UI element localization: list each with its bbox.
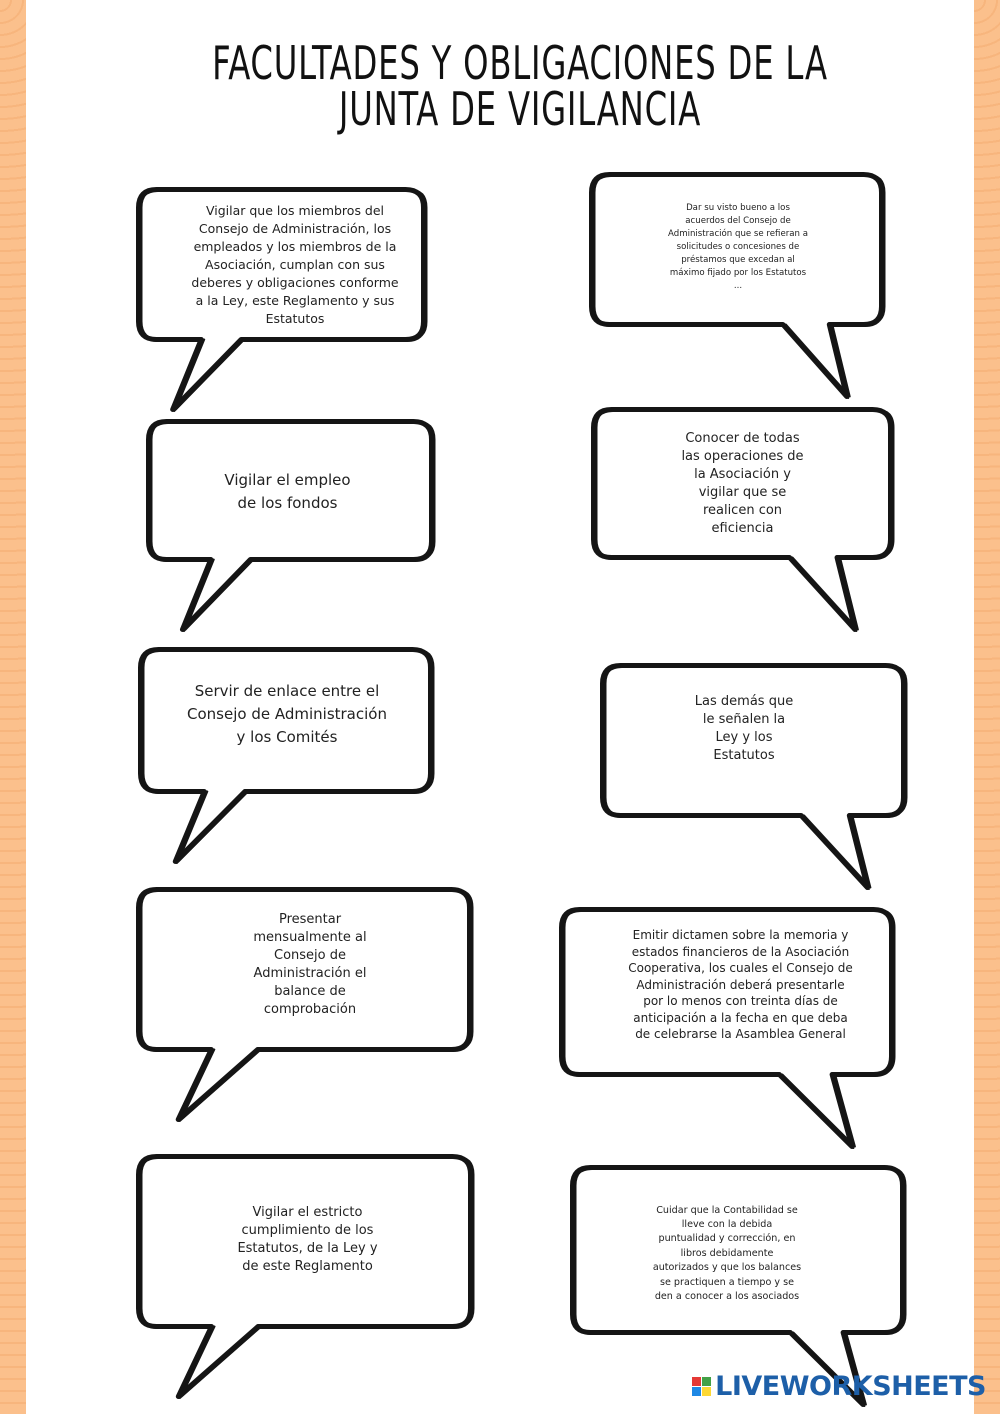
right-decorative-border bbox=[974, 0, 1000, 1414]
logo-block bbox=[702, 1377, 711, 1386]
liveworksheets-logo bbox=[692, 1371, 986, 1402]
left-decorative-border bbox=[0, 0, 26, 1414]
logo-wordmark: LIVEWORKSHEETS bbox=[715, 1371, 986, 1402]
bubble-text-1: Vigilar que los miembros del Consejo de Administración, los empleados y los miembros de la Asociación, cumplan con sus deberes y obligaciones conforme a la Ley, este Reglamento y sus Estatutos bbox=[191, 203, 399, 326]
bubble-text-4: Conocer de todas las operaciones de la Asociación y vigilar que se realicen con eficiencia bbox=[681, 431, 804, 536]
logo-block bbox=[692, 1387, 701, 1396]
bubble-text-5: Servir de enlace entre el Consejo de Administración y los Comités bbox=[187, 681, 387, 746]
page-title: FACULTADES Y OBLIGACIONES DE LA JUNTA DE VIGILANCIA bbox=[212, 36, 828, 136]
bubble-text-8: Emitir dictamen sobre la memoria y estados financieros de la Asociación Cooperativa, los cuales el Consejo de Administración deberá presentarle por lo menos con treinta días de anticipación a la fecha en que deba de celebrarse la Asamblea General bbox=[628, 928, 853, 1042]
bubble-text-7: Presentar mensualmente al Consejo de Administración el balance de comprobación bbox=[253, 912, 367, 1017]
bubble-text-10: Cuidar que la Contabilidad se lleve con la debida puntualidad y corrección, en libros debidamente autorizados y que los balances se practiquen a tiempo y se den a conocer a los asociados bbox=[652, 1204, 802, 1303]
bubble-text-3: Vigilar el empleo de los fondos bbox=[224, 470, 351, 512]
logo-block bbox=[702, 1387, 711, 1396]
logo-block bbox=[692, 1377, 701, 1386]
logo-blocks-icon bbox=[692, 1377, 711, 1396]
bubble-text-9: Vigilar el estricto cumplimiento de los Estatutos, de la Ley y de este Reglamento bbox=[237, 1204, 378, 1274]
bubble-text-6: Las demás que le señalen la Ley y los Estatutos bbox=[694, 693, 794, 763]
bubble-text-2: Dar su visto bueno a los acuerdos del Consejo de Administración que se refieran a solicitudes o concesiones de préstamos que excedan al máximo fijado por los Estatutos ... bbox=[668, 203, 808, 291]
